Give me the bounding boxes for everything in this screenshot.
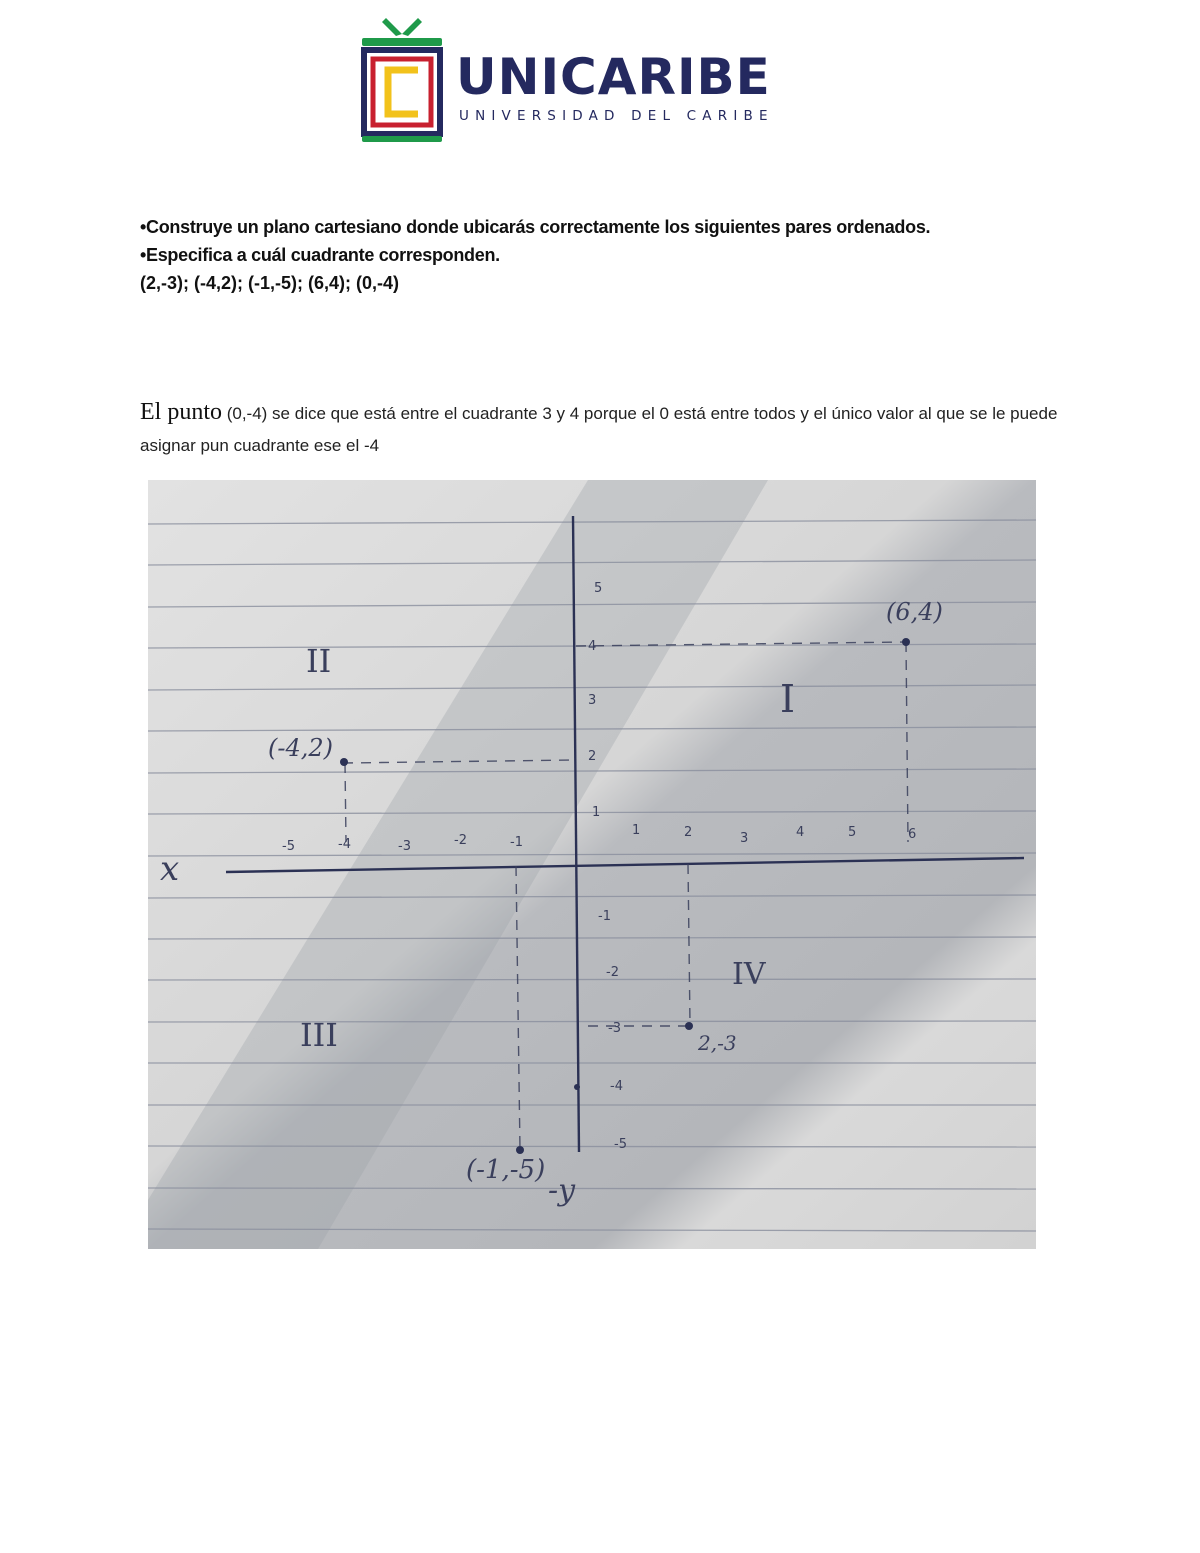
y-tick: -1 [598,909,611,924]
y-tick: 4 [588,639,597,654]
logo-tagline: UNIVERSIDAD DEL CARIBE [459,108,774,124]
y-tick: 5 [594,581,603,596]
point-neg4-2 [340,758,348,766]
y-tick: -2 [606,965,619,980]
x-tick: 3 [740,831,749,846]
label-neg1-neg5: (-1,-5) [466,1155,546,1185]
instruction-bullet-1 [140,213,930,241]
y-tick: 3 [588,693,597,708]
label-2-neg3: 2,-3 [698,1031,737,1055]
quadrant-ii-label: II [306,642,332,680]
y-tick: 2 [588,749,597,764]
x-tick: -5 [282,839,295,854]
point-6-4 [902,638,910,646]
y-tick: -5 [614,1137,627,1152]
label-6-4: (6,4) [886,598,943,626]
logo-wordmark: UNICARIBE [456,48,771,106]
label-neg4-2: (-4,2) [268,734,334,762]
x-tick: 6 [908,827,917,842]
x-tick: 2 [684,825,693,840]
quadrant-i-label: I [780,677,796,721]
quadrant-iii-label: III [300,1016,338,1054]
y-tick: -3 [608,1021,621,1036]
x-tick: 4 [796,825,805,840]
cartesian-plane-photo [148,480,1036,1249]
instructions-block [140,213,930,297]
bullet-glyph: • [140,217,147,237]
point-neg1-neg5 [516,1146,524,1154]
instruction-text-1: Construye un plano cartesiano donde ubicarás correctamente los siguientes pares ordenados. [146,217,931,237]
ordered-pairs: (2,-3); (-4,2); (-1,-5); (6,4); (0,-4) [140,273,400,293]
logo-emblem-icon [356,14,448,146]
bullet-glyph: • [140,245,147,265]
point-2-neg3 [685,1022,693,1030]
answer-lead: El punto [140,399,222,425]
x-tick: -4 [338,837,351,852]
instruction-text-2: Especifica a cuál cuadrante corresponden. [146,245,500,265]
point-0-neg4 [574,1084,580,1090]
answer-paragraph [140,396,1070,462]
instruction-bullet-2 [140,241,930,269]
x-tick: 5 [848,825,857,840]
y-tick: 1 [592,805,601,820]
x-tick: -2 [454,833,467,848]
x-tick: -1 [510,835,523,850]
x-tick: -3 [398,839,411,854]
y-axis-label: -y [548,1173,576,1208]
quadrant-iv-label: IV [732,957,766,992]
unicaribe-logo [356,14,774,146]
answer-text: (0,-4) se dice que está entre el cuadrante 3 y 4 porque el 0 está entre todos y el único valor al que se le puede asignar pun cuadrante ese el -4 [140,404,1058,455]
x-axis-label: x [160,849,180,889]
y-tick: -4 [610,1079,623,1094]
x-tick: 1 [632,823,641,838]
